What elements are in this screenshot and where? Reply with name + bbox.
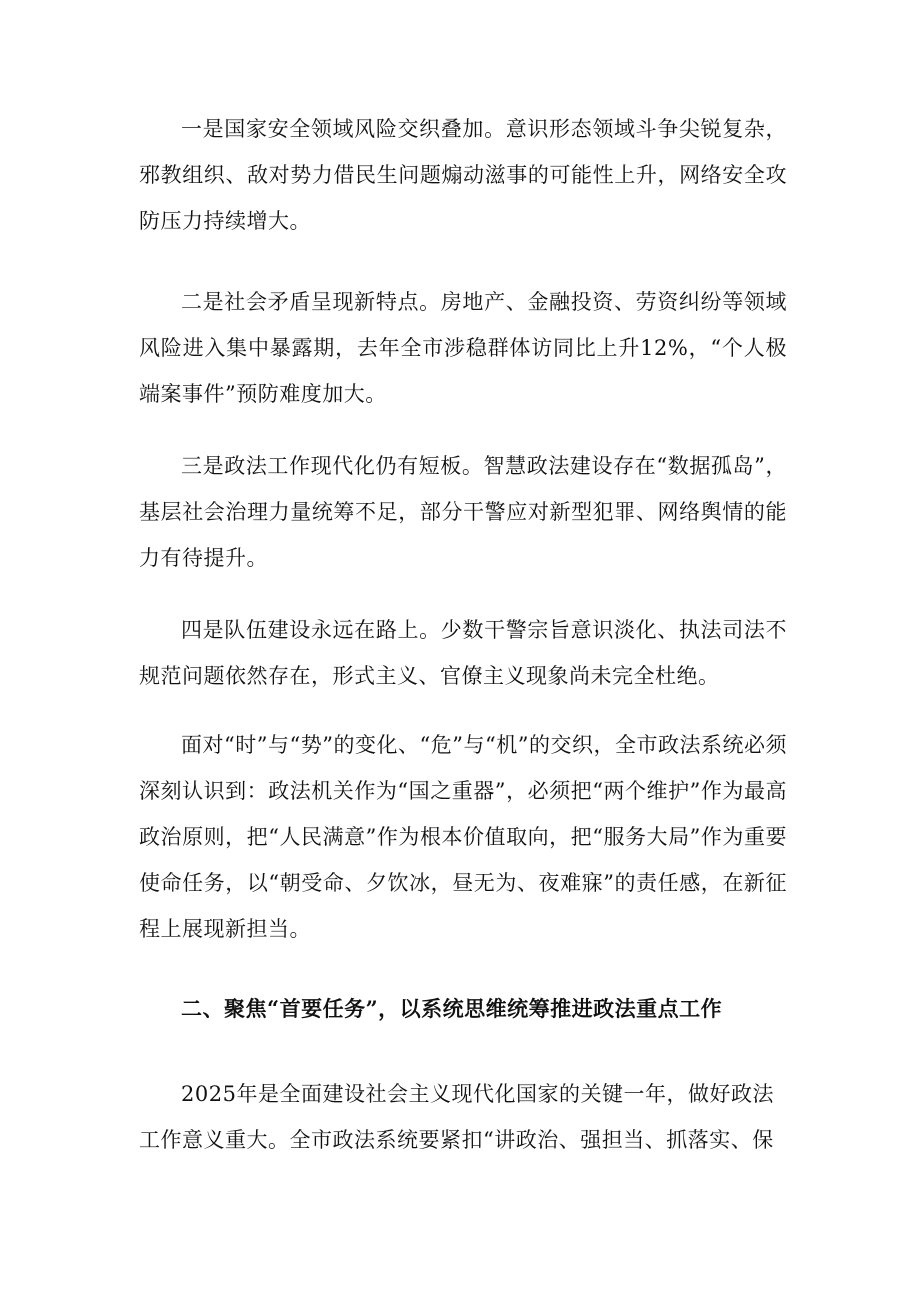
paragraph-2025-key-year — [139, 1071, 787, 1163]
section-heading: 二、聚焦“首要任务”，以系统思维统筹推进政法重点工作 — [181, 996, 723, 1021]
paragraph-line: 2025年是全面建设社会主义现代化国家的关键一年，做好政法 — [181, 1082, 774, 1106]
paragraph-modernization-shortcomings: 三是政法工作现代化仍有短板。智慧政法建设存在“数据孤岛”，基层社会治理力量统筹不足，部分干警应对新型犯罪、网络舆情的能力有待提升。 — [139, 454, 787, 570]
paragraph-line: 工作意义重大。全市政法系统要紧扣“讲政治、强担当、抓落实、保 — [139, 1128, 774, 1152]
paragraph-responsibility-statement: 面对“时”与“势”的变化、“危”与“机”的交织，全市政法系统必须深刻认识到：政法机关作为“国之重器”，必须把“两个维护”作为最高政治原则，把“人民满意”作为根本价值取向，把“服务大局”作为重要使命任务，以“朝受命、夕饮冰，昼无为、夜难寐”的责任感，在新征程上展现新担当。 — [139, 733, 787, 941]
paragraph-social-contradictions: 二是社会矛盾呈现新特点。房地产、金融投资、劳资纠纷等领域风险进入集中暴露期，去年全市涉稳群体访同比上升12%，“个人极端案事件”预防难度加大。 — [139, 290, 787, 406]
paragraph-team-building: 四是队伍建设永远在路上。少数干警宗旨意识淡化、执法司法不规范问题依然存在，形式主义、官僚主义现象尚未完全杜绝。 — [139, 618, 787, 688]
paragraph-national-security-risks: 一是国家安全领域风险交织叠加。意识形态领域斗争尖锐复杂，邪教组织、敌对势力借民生问题煽动滋事的可能性上升，网络安全攻防压力持续增大。 — [139, 117, 787, 233]
